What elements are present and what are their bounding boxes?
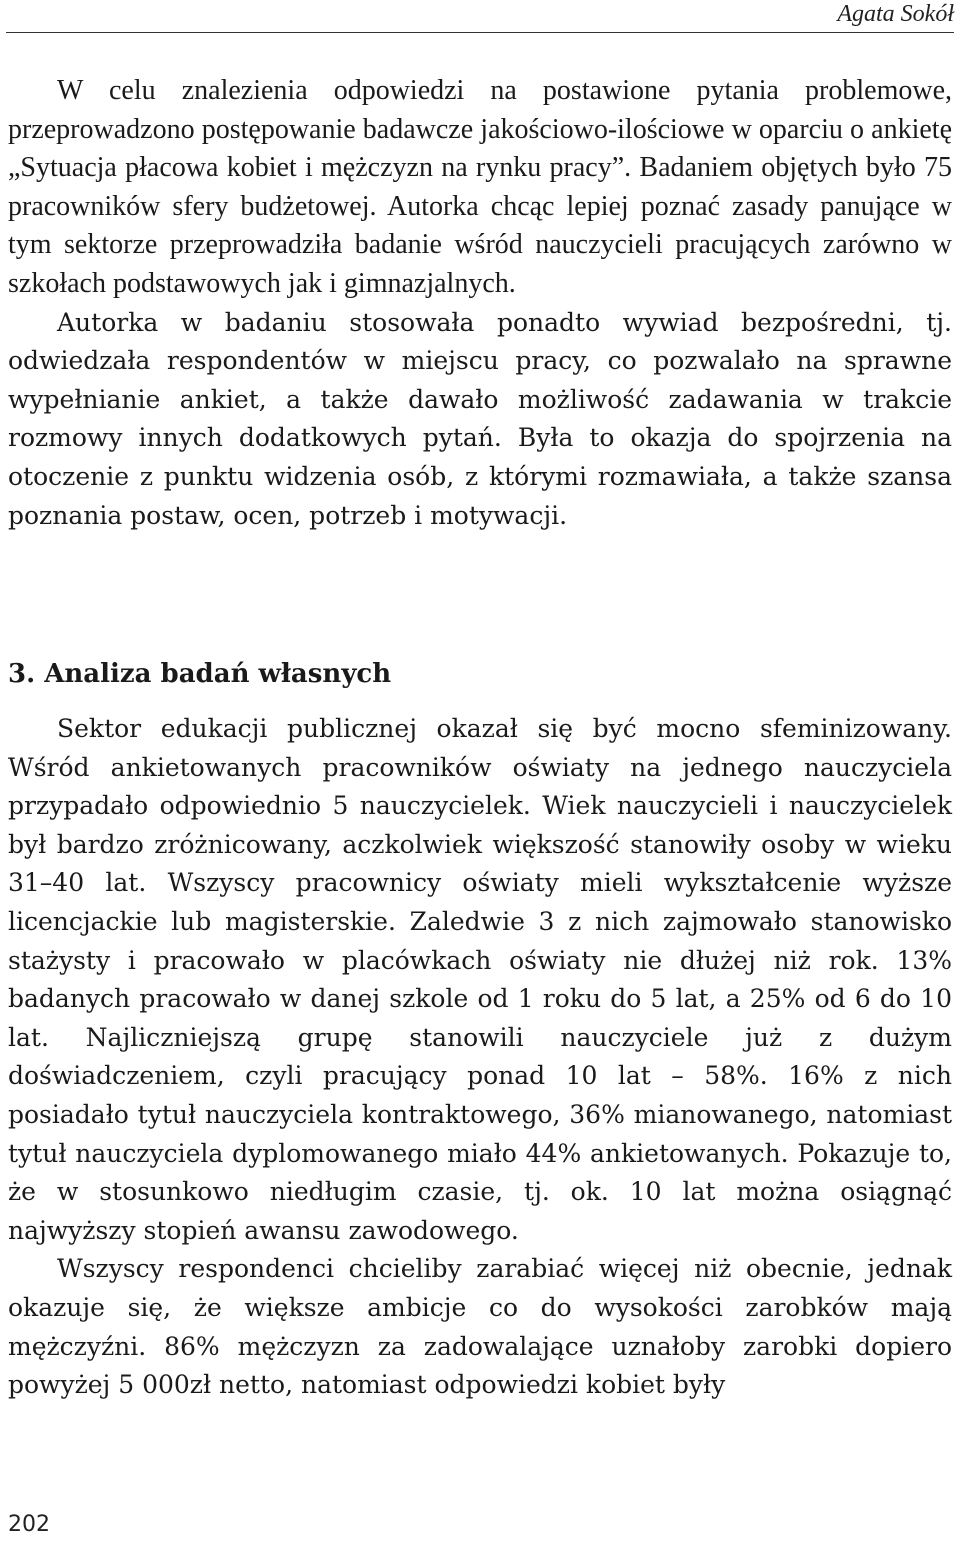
section-heading: 3. Analiza badań własnych: [8, 659, 392, 689]
intro-paragraph-1: W celu znalezienia odpowiedzi na postawione pytania problemowe, przeprowadzono postępowanie badawcze jakościowo-ilościowe w oparciu o ankietę „Sytuacja płacowa kobiet i mężczyzn na rynku pracy”. Badaniem objętych było 75 pracowników sfery budżetowej. Autorka chcąc lepiej poznać zasady panujące w tym sektorze przeprowadziła badanie wśród nauczycieli pracujących zarówno w szkołach podstawowych jak i gimnazjalnych.: [8, 75, 952, 299]
page-number: 202: [8, 1512, 50, 1537]
section-body: [8, 710, 952, 1405]
section-paragraph-2: Wszyscy respondenci chcieliby zarabiać więcej niż obecnie, jednak okazuje się, że większe ambicje co do wysokości zarobków mają mężczyźni. 86% mężczyzn za zadowalające uznałoby zarobki dopiero powyżej 5 000zł netto, natomiast odpowiedzi kobiet były: [8, 1254, 952, 1400]
running-header-author: Agata Sokół: [837, 1, 954, 27]
intro-paragraph-2: Autorka w badaniu stosowała ponadto wywiad bezpośredni, tj. odwiedzała respondentów w miejscu pracy, co pozwalało na sprawne wypełnianie ankiet, a także dawało możliwość zadawania w trakcie rozmowy innych dodatkowych pytań. Była to okazja do spojrzenia na otoczenie z punktu widzenia osób, z którymi rozmawiała, a także szansa poznania postaw, ocen, potrzeb i motywacji.: [8, 307, 952, 530]
section-paragraph-1: Sektor edukacji publicznej okazał się być mocno sfeminizowany. Wśród ankietowanych pracowników oświaty na jednego nauczyciela przypadało odpowiednio 5 nauczycielek. Wiek nauczycieli i nauczycielek był bardzo zróżnicowany, aczkolwiek większość stanowiły osoby w wieku 31–40 lat. Wszyscy pracownicy oświaty mieli wykształcenie wyższe licencjackie lub magisterskie. Zaledwie 3 z nich zajmowało stanowisko stażysty i pracowało w placówkach oświaty nie dłużej niż rok. 13% badanych pracowało w danej szkole od 1 roku do 5 lat, a 25% od 6 do 10 lat. Najliczniejszą grupę stanowili nauczyciele już z dużym doświadczeniem, czyli pracujący ponad 10 lat – 58%. 16% z nich posiadało tytuł nauczyciela kontraktowego, 36% mianowanego, natomiast tytuł nauczyciela dyplomowanego miało 44% ankietowanych. Pokazuje to, że w stosunkowo niedługim czasie, tj. ok. 10 lat można osiągnąć najwyższy stopień awansu zawodowego.: [8, 714, 952, 1245]
intro-block: [8, 72, 952, 535]
header-divider: [6, 32, 954, 33]
